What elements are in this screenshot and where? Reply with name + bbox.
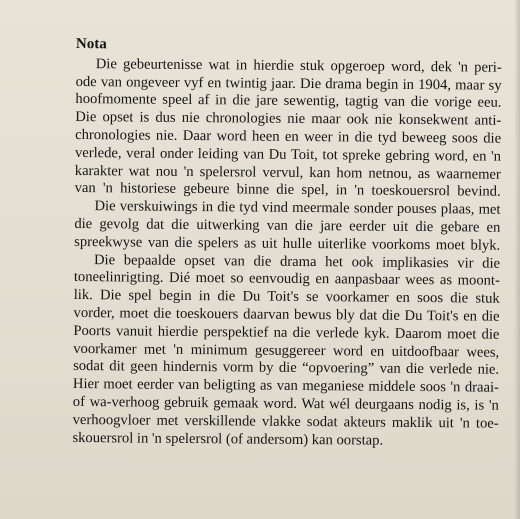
text-line: skouersrol in 'n spelersrol (of andersom) kan oorstap. xyxy=(72,429,384,449)
paragraph-1 xyxy=(75,56,502,202)
text-line: die gevolg dat die uitwerking van die jare eerder uit die gebare en xyxy=(74,215,501,236)
text-line: van 'n historiese gebeure binne die spel, in 'n toeskouersrol bevind. xyxy=(74,180,501,201)
text-line: Poorts vanuit hierdie perspektief na die verlede kyk. Daarom moet die xyxy=(73,322,500,343)
text-line: sodat dit geen hindernis vorm by die “opvoering” van die verlede nie. xyxy=(73,358,500,379)
text-line: Die opset is dus nie chronologies nie maar ook nie konsekwent anti- xyxy=(75,109,502,129)
paragraph-3 xyxy=(72,252,500,451)
text-line: verhoogvloer met verskillende vlakke sodat akteurs maklik uit 'n toe- xyxy=(72,411,499,432)
paragraph-2 xyxy=(74,198,500,255)
page-heading: Nota xyxy=(75,36,107,53)
text-line: Hier moet eerder van beligting as van meganiese middele soos 'n draai- xyxy=(72,376,500,396)
text-line: of wa-verhoog gebruik gemaak word. Wat wél deurgaans nodig is, is 'n xyxy=(72,393,499,414)
text-line: voorkamer met 'n minimum gesuggereer word en uitdoofbaar wees, xyxy=(73,340,500,361)
text-line: Die bepaalde opset van die drama het ook implikasies vir die xyxy=(93,251,501,272)
text-line: ode van ongeveer vyf en twintig jaar. Die drama begin in 1904, maar sy xyxy=(75,73,502,94)
text-line: lik. Die spel begin in die Du Toit's se voorkamer en soos die stuk xyxy=(73,287,500,307)
text-line: vorder, moet die toeskouers daarvan bewus bly dat die Du Toit's en die xyxy=(73,304,500,325)
text-line: hoofmomente speel af in die jare sewentig, tagtig van die vorige eeu. xyxy=(75,91,502,112)
text-line: verlede, veral onder leiding van Du Toit, tot spreke gebring word, en 'n xyxy=(74,144,502,165)
page-edge-shadow xyxy=(514,0,520,519)
text-line: Die verskuiwings in die tyd vind meermale sonder pouses plaas, met xyxy=(94,198,501,218)
text-line: toneelinrigting. Dié moet so eenvoudig en aanpasbaar wees as moont- xyxy=(73,269,500,290)
note-text-block xyxy=(72,36,502,451)
text-line: spreekwyse van die spelers as uit hulle uiterlike voorkoms moet blyk. xyxy=(74,233,501,254)
text-line: karakter wat nou 'n spelersrol vervul, kan hom netnou, as waarnemer xyxy=(74,162,501,183)
text-line: Die gebeurtenisse wat in hierdie stuk opgeroep word, dek 'n peri- xyxy=(95,55,502,76)
text-line: chronologies nie. Daar word heen en weer in die tyd beweeg soos die xyxy=(75,126,502,147)
